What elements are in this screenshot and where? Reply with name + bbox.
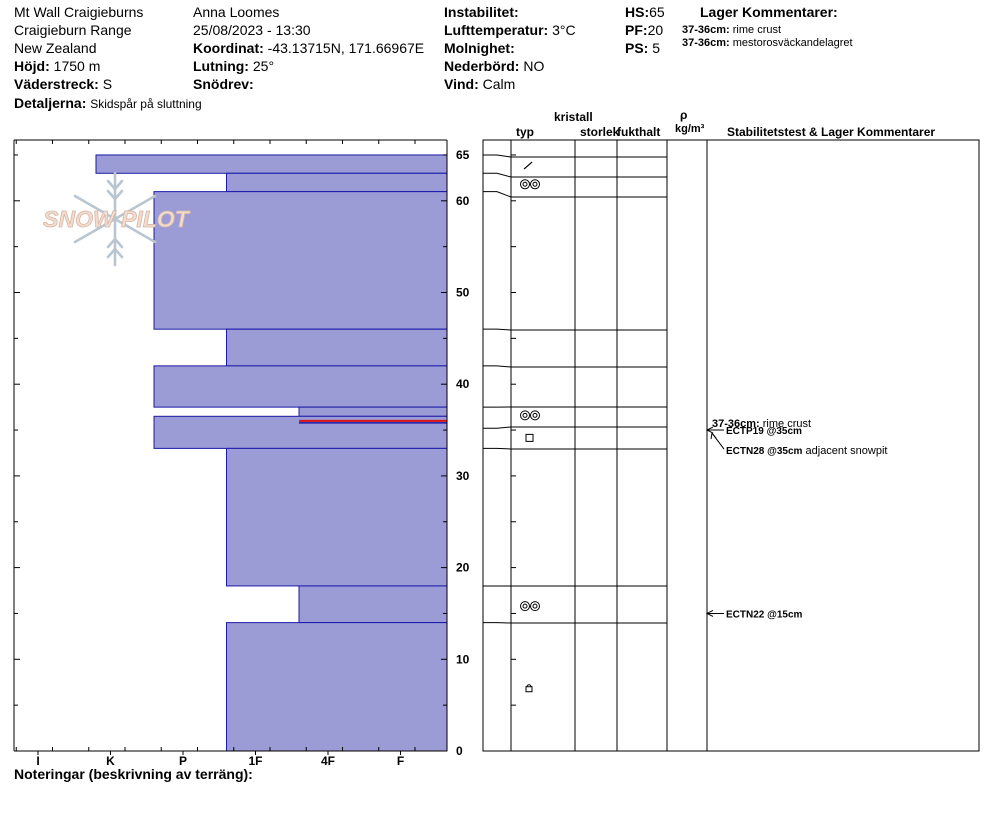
ps-label: PS:	[625, 40, 649, 56]
datetime: 25/08/2023 - 13:30	[193, 22, 311, 38]
aspect-label: Väderstreck:	[14, 76, 99, 92]
hardness-layer-1	[96, 155, 447, 173]
boundary-connector-8	[483, 448, 511, 449]
depth-label-10: 10	[456, 652, 470, 667]
hardness-layer-2	[227, 173, 448, 191]
crystal-symbol-slash	[524, 162, 532, 169]
depth-label-0: 0	[456, 744, 463, 758]
hardness-label-I: I	[36, 754, 40, 768]
hardness-layers	[96, 155, 447, 751]
layer-comment-1-text: rime crust	[732, 24, 782, 36]
hardness-layer-3	[154, 192, 447, 330]
ectp19-label: ECTP19 @35cm	[726, 426, 802, 438]
stability-comment-rime: 37-36cm: rime crust	[712, 418, 812, 430]
hardness-layer-6	[299, 407, 447, 416]
col-density-unit: kg/m³	[675, 123, 705, 135]
layer-comments-title: Lager Kommentarer:	[700, 4, 838, 20]
boundary-connector-5	[483, 366, 511, 367]
hardness-layer-4	[227, 329, 448, 366]
hardness-layer-10	[227, 623, 448, 751]
precip-value: NO	[523, 58, 545, 74]
hs-value: 65	[649, 4, 665, 20]
wind-label: Vind:	[444, 76, 479, 92]
layer-comment-2-depth: 37-36cm:	[682, 37, 730, 49]
hardness-layer-5	[154, 366, 447, 407]
layer-comment-2-text: mestorosväckandelagret	[732, 37, 853, 49]
elevation-value: 1750 m	[53, 58, 101, 74]
crystal-symbol-double-circle	[521, 411, 540, 420]
air-temp-value: 3°C	[552, 22, 576, 38]
boundary-connector-4	[483, 329, 511, 330]
aspect-value: S	[102, 76, 113, 92]
depth-label-30: 30	[456, 468, 470, 483]
country: New Zealand	[14, 40, 97, 56]
hardness-label-4F: 4F	[320, 754, 336, 768]
location: Mt Wall Craigieburns	[14, 4, 144, 20]
col-moisture: fukthalt	[617, 125, 661, 139]
stability-annotations	[707, 418, 887, 620]
pf-label: PF:	[625, 22, 648, 38]
depth-label-50: 50	[456, 285, 470, 300]
depth-label-40: 40	[456, 377, 470, 392]
depth-label-20: 20	[456, 560, 470, 575]
ectn28-label: ECTN28 @35cm adjacent snowpit	[726, 445, 888, 458]
elevation-label: Höjd:	[14, 58, 50, 74]
drift-label: Snödrev:	[193, 76, 254, 92]
wind-value: Calm	[482, 76, 516, 92]
crystal-symbol-square	[526, 434, 533, 441]
hardness-label-P: P	[178, 754, 188, 768]
boundary-connector-7	[483, 427, 511, 428]
hardness-label-F: F	[396, 754, 405, 768]
slope-value: 25°	[252, 58, 275, 74]
col-type: typ	[516, 125, 534, 139]
hs-label: HS:	[625, 4, 650, 20]
coord-value: -43.13715N, 171.66967E	[267, 40, 425, 56]
pf-value: 20	[647, 22, 664, 38]
range: Craigieburn Range	[14, 22, 132, 38]
observer: Anna Loomes	[193, 4, 280, 20]
hardness-layer-9	[299, 586, 447, 623]
hardness-label-1F: 1F	[248, 754, 263, 768]
cloud-label: Molnighet:	[444, 40, 515, 56]
ectn22-label: ECTN22 @15cm	[726, 609, 803, 621]
air-temp-label: Lufttemperatur:	[444, 22, 549, 38]
boundary-connector-3	[483, 192, 511, 197]
col-size: storlek	[580, 125, 620, 139]
precip-label: Nederbörd:	[444, 58, 520, 74]
notes-label: Noteringar (beskrivning av terräng):	[14, 766, 253, 782]
boundary-connector-1	[483, 155, 511, 157]
crystal-symbol-double-circle	[521, 602, 540, 611]
snowpilot-logo-text: SNOW PILOT	[43, 206, 189, 232]
depth-label-65: 65	[456, 147, 470, 162]
col-crystal: kristall	[554, 110, 593, 124]
boundary-connector-2	[483, 173, 511, 177]
crystal-symbol-lock	[526, 685, 532, 692]
col-stability: Stabilitetstest & Lager Kommentarer	[727, 125, 936, 139]
ps-value: 5	[652, 40, 661, 56]
details-value: Skidspår på sluttning	[90, 97, 202, 111]
coord-label: Koordinat:	[193, 40, 264, 56]
instability-label: Instabilitet:	[444, 4, 519, 20]
col-rho: ρ	[680, 108, 688, 122]
hardness-layer-8	[227, 448, 448, 586]
depth-label-60: 60	[456, 193, 470, 208]
slope-label: Lutning:	[193, 58, 249, 74]
layer-comment-1-depth: 37-36cm:	[682, 24, 730, 36]
details-label: Detaljerna:	[14, 95, 87, 111]
crystal-symbol-double-circle	[521, 180, 540, 189]
hardness-label-K: K	[106, 754, 115, 768]
